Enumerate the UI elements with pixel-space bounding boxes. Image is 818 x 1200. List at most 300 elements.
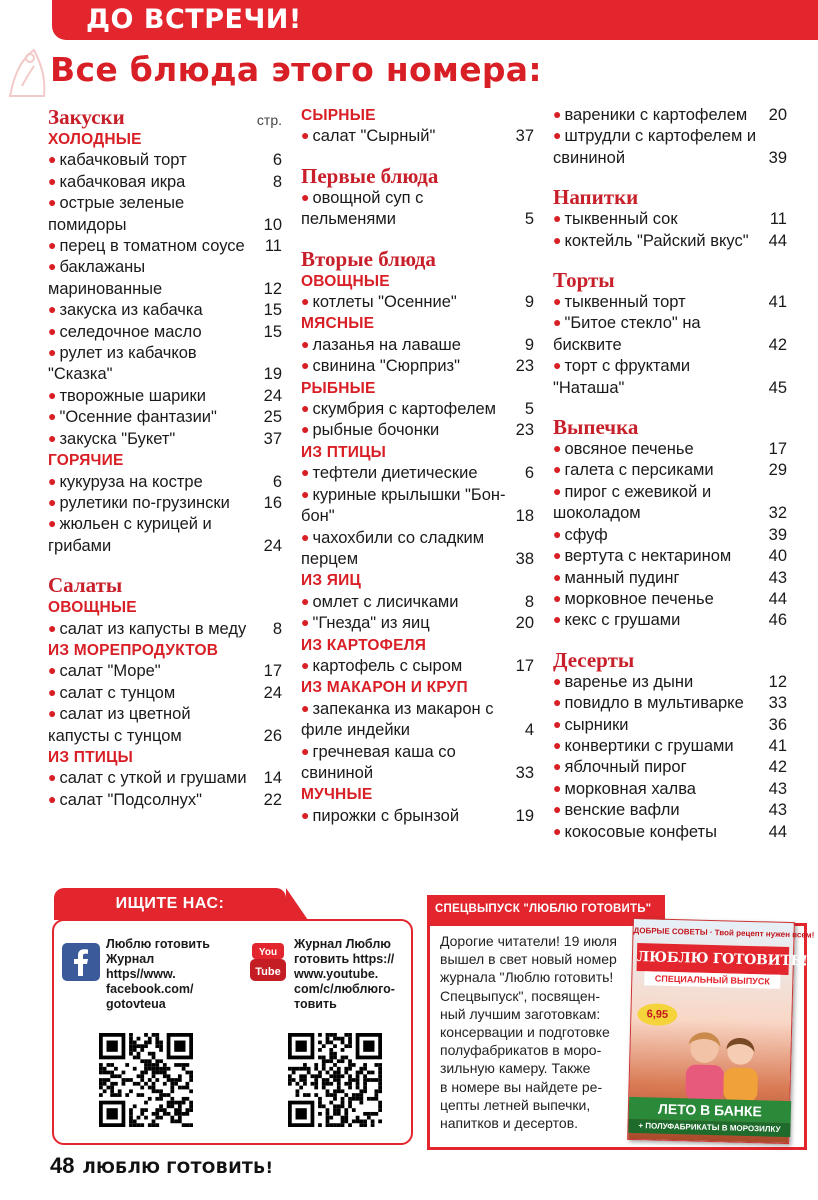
recipe-entry-text (48, 790, 282, 811)
recipe-page-number: 24 (263, 683, 282, 702)
section-title: Салаты (48, 573, 123, 598)
recipe-page-number: 14 (263, 769, 282, 788)
bullet-icon: ● (48, 172, 57, 189)
facebook-icon (62, 943, 100, 981)
recipe-entry (48, 386, 282, 407)
recipe-page-number: 41 (768, 293, 787, 312)
recipe-entry (301, 399, 534, 420)
bullet-icon: ● (301, 357, 310, 374)
recipe-page-number: 23 (515, 357, 534, 376)
facebook-link[interactable] (62, 937, 222, 1012)
recipe-name: торт с фруктами "Наташа" (553, 357, 691, 397)
recipe-name: тыквенный торт (564, 293, 686, 312)
recipe-entry-text (48, 193, 282, 236)
special-issue-cover[interactable] (627, 918, 815, 1144)
section-heading (553, 648, 787, 672)
bullet-icon: ● (553, 440, 562, 457)
subsection-title: ИЗ МОРЕПРОДУКТОВ (48, 641, 219, 659)
recipe-page-number: 40 (768, 547, 787, 566)
recipe-entry-text (301, 463, 534, 484)
recipe-entry (48, 768, 282, 789)
recipe-page-number: 6 (272, 151, 282, 170)
recipe-name: штрудли с картофелем и свининой (553, 127, 757, 167)
recipe-entry-text (553, 589, 787, 610)
bullet-icon: ● (301, 127, 310, 144)
cover-photo-icon (663, 1020, 775, 1103)
recipe-entry-text (553, 779, 787, 800)
recipe-name: повидло в мультиварке (564, 694, 744, 713)
recipe-entry (301, 485, 534, 528)
cover-subheadline: + ПОЛУФАБРИКАТЫ В МОРОЗИЛКУ (628, 1119, 790, 1137)
recipe-page-number: 11 (264, 237, 282, 256)
recipe-name: рулет из кабачков "Сказка" (48, 344, 197, 384)
subsection-title: РЫБНЫЕ (301, 379, 376, 397)
bullet-icon: ● (301, 421, 310, 438)
recipe-name: жюльен с курицей и грибами (48, 515, 212, 555)
contents-column-3 (553, 105, 787, 843)
section-heading (48, 573, 282, 597)
section-heading (301, 247, 534, 271)
special-issue-text: Дорогие читатели! 19 июля вышел в свет новый номер журнала "Люблю готовить! Спецвыпуск", посвящен- ный лучшим заготовкам: консервации и подготовке полуфабрикатов в моро- зильную камеру. Также в номере вы найдете ре- цепты летней выпечки, напитков и десертов. (440, 933, 618, 1132)
recipe-entry (48, 322, 282, 343)
recipe-entry (48, 343, 282, 386)
section-title: Напитки (553, 185, 639, 210)
recipe-name: вертута с нектарином (564, 547, 732, 566)
recipe-page-number: 32 (768, 504, 787, 523)
bullet-icon: ● (553, 736, 562, 753)
recipe-page-number: 42 (768, 758, 787, 777)
recipe-entry-text (48, 429, 282, 450)
recipe-page-number: 44 (768, 589, 787, 608)
recipe-page-number: 9 (524, 335, 534, 354)
recipe-entry-text (553, 482, 787, 525)
recipe-entry-text (48, 236, 282, 257)
recipe-entry-text (553, 672, 787, 693)
recipe-page-number: 20 (768, 106, 787, 124)
bullet-icon: ● (553, 694, 562, 711)
bullet-icon: ● (301, 293, 310, 310)
bullet-icon: ● (48, 619, 57, 636)
contents-column-2 (301, 105, 534, 827)
recipe-page-number: 23 (515, 421, 534, 440)
recipe-entry (301, 528, 534, 571)
bullet-icon: ● (48, 769, 57, 786)
youtube-icon (250, 943, 286, 981)
recipe-name: пирожки с брынзой (312, 806, 460, 825)
recipe-page-number: 8 (272, 619, 282, 638)
cover-logo: ЛЮБЛЮ ГОТОВИТЬ! (637, 943, 790, 975)
recipe-entry-text (301, 485, 534, 528)
recipe-name: рулетики по-грузински (59, 493, 230, 512)
recipe-page-number: 25 (263, 408, 282, 427)
recipe-entry (553, 439, 787, 460)
recipe-entry-text (553, 126, 787, 169)
recipe-page-number: 20 (515, 614, 534, 633)
recipe-name: рыбные бочонки (312, 421, 440, 440)
recipe-page-number: 5 (524, 210, 534, 229)
recipe-entry-text (553, 800, 787, 821)
recipe-name: котлеты "Осенние" (312, 293, 457, 312)
recipe-entry-text (553, 292, 787, 313)
recipe-name: коктейль "Райский вкус" (564, 231, 749, 250)
section-title: Десерты (553, 647, 635, 672)
recipe-page-number: 43 (768, 568, 787, 587)
recipe-entry (553, 292, 787, 313)
recipe-entry (48, 472, 282, 493)
bullet-icon: ● (301, 528, 310, 545)
recipe-page-number: 39 (768, 525, 787, 544)
bullet-icon: ● (48, 151, 57, 168)
recipe-name: куриные крылышки "Бон-бон" (301, 485, 506, 526)
recipe-entry-text (301, 613, 534, 634)
recipe-entry (301, 742, 534, 785)
recipe-name: картофель с сыром (312, 656, 463, 675)
bullet-icon: ● (553, 672, 562, 689)
section-heading (553, 415, 787, 439)
bullet-icon: ● (48, 683, 57, 700)
recipe-entry-text (553, 757, 787, 778)
recipe-entry-text (553, 822, 787, 843)
recipe-name: селедочное масло (59, 322, 202, 341)
recipe-name: сфуф (564, 525, 608, 544)
recipe-page-number: 15 (263, 301, 282, 320)
bullet-icon: ● (48, 472, 57, 489)
recipe-page-number: 24 (263, 536, 282, 555)
bullet-icon: ● (48, 790, 57, 807)
bullet-icon: ● (553, 127, 562, 144)
recipe-name: кабачковая икра (59, 172, 186, 191)
page-number: 48 (50, 1153, 75, 1178)
recipe-entry (553, 672, 787, 693)
cover-tagline: ДОБРЫЕ СОВЕТЫ · Твой рецепт нужен всем! (633, 925, 815, 940)
recipe-entry (301, 699, 534, 742)
bullet-icon: ● (301, 400, 310, 417)
recipe-name: морковная халва (564, 779, 696, 798)
recipe-entry-text (553, 105, 787, 126)
recipe-page-number: 6 (272, 472, 282, 491)
recipe-entry-text (48, 150, 282, 171)
recipe-name: творожные шарики (59, 386, 206, 405)
recipe-name: гречневая каша со свининой (301, 742, 456, 782)
section-heading (301, 164, 534, 188)
top-banner: ДО ВСТРЕЧИ! (52, 0, 818, 40)
recipe-page-number: 37 (515, 127, 534, 146)
bullet-icon: ● (553, 482, 562, 499)
recipe-entry (48, 172, 282, 193)
recipe-entry (48, 407, 282, 428)
page-column-label: стр. (256, 112, 282, 128)
bullet-icon: ● (553, 525, 562, 542)
section-heading (48, 105, 282, 129)
recipe-entry (553, 126, 787, 169)
bullet-icon: ● (48, 194, 57, 211)
bullet-icon: ● (48, 258, 57, 275)
recipe-name: закуска из кабачка (59, 301, 203, 320)
recipe-entry (553, 589, 787, 610)
bullet-icon: ● (553, 611, 562, 628)
recipe-name: тыквенный сок (564, 210, 678, 229)
recipe-entry (553, 460, 787, 481)
recipe-entry-text (48, 257, 282, 300)
bullet-icon: ● (301, 188, 310, 205)
recipe-entry-text (553, 356, 787, 399)
recipe-entry (48, 257, 282, 300)
recipe-page-number: 43 (768, 801, 787, 820)
recipe-page-number: 42 (768, 335, 787, 354)
recipe-entry-text (553, 460, 787, 481)
bullet-icon: ● (553, 779, 562, 796)
recipe-name: салат с уткой и грушами (59, 769, 247, 788)
youtube-qr-code[interactable] (288, 1033, 382, 1127)
recipe-page-number: 41 (768, 736, 787, 755)
bullet-icon: ● (553, 231, 562, 248)
recipe-entry (553, 105, 787, 126)
bullet-icon: ● (48, 237, 57, 254)
subsection-title: ИЗ ПТИЦЫ (48, 748, 134, 766)
recipe-entry (301, 420, 534, 441)
recipe-entry-text (301, 356, 534, 377)
recipe-entry-text (553, 568, 787, 589)
recipe-name: овощной суп с пельменями (301, 188, 424, 229)
recipe-entry (301, 292, 534, 313)
recipe-entry-text (48, 683, 282, 704)
bullet-icon: ● (553, 106, 562, 122)
recipe-entry (553, 568, 787, 589)
recipe-name: конвертики с грушами (564, 736, 734, 755)
recipe-page-number: 44 (768, 231, 787, 250)
recipe-name: пирог с ежевикой и шоколадом (553, 482, 712, 523)
cover-subtitle: СПЕЦИАЛЬНЫЙ ВЫПУСК (644, 971, 780, 989)
page-footer (50, 1153, 273, 1179)
recipe-name: кабачковый торт (59, 151, 187, 170)
recipe-page-number: 8 (524, 592, 534, 611)
bullet-icon: ● (553, 357, 562, 374)
recipe-entry-text (301, 656, 534, 677)
section-heading (553, 185, 787, 209)
youtube-text: Журнал Люблю готовить https:// www.youtube. com/c/люблюго- товить (294, 937, 395, 1011)
recipe-name: кукуруза на костре (59, 472, 203, 491)
recipe-entry (48, 300, 282, 321)
recipe-entry-text (48, 493, 282, 514)
recipe-name: тефтели диетические (312, 464, 478, 483)
recipe-page-number: 12 (263, 279, 282, 298)
recipe-entry-text (48, 407, 282, 428)
recipe-entry-text (301, 126, 534, 147)
recipe-entry (553, 482, 787, 525)
facebook-qr-code[interactable] (99, 1033, 193, 1127)
subsection-title: ИЗ МАКАРОН И КРУП (301, 679, 468, 697)
find-us-tab: ИЩИТЕ НАС: (54, 888, 286, 920)
recipe-page-number: 24 (263, 386, 282, 405)
recipe-entry (553, 546, 787, 567)
bullet-icon: ● (48, 408, 57, 425)
bullet-icon: ● (301, 656, 310, 673)
subsection-title: МУЧНЫЕ (301, 786, 373, 804)
bullet-icon: ● (301, 614, 310, 631)
recipe-entry (553, 693, 787, 714)
recipe-entry (553, 822, 787, 843)
recipe-page-number: 33 (515, 763, 534, 782)
subsection-title: ИЗ КАРТОФЕЛЯ (301, 636, 427, 654)
subsection-title: ХОЛОДНЫЕ (48, 131, 142, 148)
bullet-icon: ● (48, 515, 57, 532)
bullet-icon: ● (301, 699, 310, 716)
bullet-icon: ● (301, 335, 310, 352)
section-title: Вторые блюда (301, 246, 436, 271)
recipe-entry (553, 356, 787, 399)
recipe-entry-text (48, 300, 282, 321)
recipe-entry-text (48, 343, 282, 386)
recipe-name: салат с тунцом (59, 683, 176, 702)
bullet-icon: ● (553, 801, 562, 818)
bullet-icon: ● (48, 301, 57, 318)
recipe-entry (301, 356, 534, 377)
recipe-page-number: 43 (768, 779, 787, 798)
subsection-title: СЫРНЫЕ (301, 107, 376, 124)
recipe-page-number: 26 (263, 726, 282, 745)
section-title: Закуски (48, 105, 125, 129)
recipe-entry-text (553, 231, 787, 252)
recipe-entry-text (301, 420, 534, 441)
bullet-icon: ● (48, 344, 57, 361)
bullet-icon: ● (553, 210, 562, 227)
recipe-name: омлет с лисичками (312, 592, 459, 611)
recipe-entry-text (553, 209, 787, 230)
youtube-link[interactable] (250, 937, 410, 1012)
recipe-name: салат из цветной капусты с тунцом (48, 705, 191, 745)
recipe-page-number: 12 (768, 672, 787, 691)
bullet-icon: ● (553, 547, 562, 564)
recipe-page-number: 22 (263, 790, 282, 809)
subsection-title: ИЗ ПТИЦЫ (301, 443, 387, 461)
bullet-icon: ● (301, 806, 310, 823)
subsection-title: ОВОЩНЫЕ (301, 272, 390, 290)
recipe-name: салат "Море" (59, 662, 161, 681)
recipe-page-number: 9 (524, 293, 534, 312)
recipe-entry (553, 313, 787, 356)
recipe-name: галета с персиками (564, 461, 714, 480)
bullet-icon: ● (553, 461, 562, 478)
recipe-page-number: 16 (263, 493, 282, 512)
recipe-name: кекс с грушами (564, 611, 681, 630)
recipe-name: салат из капусты в меду (59, 619, 247, 638)
bullet-icon: ● (301, 485, 310, 502)
special-issue-header: СПЕЦВЫПУСК "ЛЮБЛЮ ГОТОВИТЬ" (427, 895, 665, 923)
recipe-page-number: 17 (515, 656, 534, 675)
recipe-name: салат "Подсолнух" (59, 790, 202, 809)
bullet-icon: ● (553, 293, 562, 310)
recipe-entry-text (48, 661, 282, 682)
recipe-entry (301, 463, 534, 484)
recipe-entry (553, 525, 787, 546)
recipe-entry-text (301, 528, 534, 571)
recipe-page-number: 19 (515, 806, 534, 825)
recipe-entry (48, 493, 282, 514)
bullet-icon: ● (301, 742, 310, 759)
magazine-name: ЛЮБЛЮ ГОТОВИТЬ! (82, 1158, 274, 1177)
recipe-name: перец в томатном соусе (59, 237, 245, 256)
recipe-entry-text (48, 768, 282, 789)
recipe-page-number: 36 (768, 715, 787, 734)
cover-price-badge: 6,95 (637, 1003, 678, 1026)
recipe-entry (553, 231, 787, 252)
recipe-entry-text (301, 592, 534, 613)
recipe-name: чахохбили со сладким перцем (301, 528, 485, 568)
recipe-entry-text (553, 439, 787, 460)
recipe-page-number: 4 (524, 721, 534, 740)
recipe-page-number: 38 (515, 549, 534, 568)
recipe-entry-text (553, 736, 787, 757)
recipe-page-number: 29 (768, 461, 787, 480)
recipe-page-number: 18 (515, 507, 534, 526)
recipe-page-number: 15 (263, 322, 282, 341)
recipe-name: "Битое стекло" на бисквите (553, 314, 701, 354)
recipe-name: лазанья на лаваше (312, 335, 461, 354)
recipe-entry (301, 613, 534, 634)
recipe-entry (301, 656, 534, 677)
section-title: Торты (553, 268, 615, 293)
bullet-icon: ● (48, 662, 57, 679)
recipe-name: закуска "Букет" (59, 429, 176, 448)
recipe-entry (48, 683, 282, 704)
recipe-entry (553, 715, 787, 736)
recipe-entry-text (301, 806, 534, 827)
recipe-page-number: 44 (768, 822, 787, 841)
recipe-name: запеканка из макарон с филе индейки (301, 699, 494, 740)
recipe-entry (48, 661, 282, 682)
recipe-entry-text (48, 386, 282, 407)
bullet-icon: ● (553, 715, 562, 732)
recipe-page-number: 8 (272, 172, 282, 191)
recipe-name: овсяное печенье (564, 440, 694, 459)
recipe-entry-text (301, 335, 534, 356)
recipe-page-number: 5 (524, 400, 534, 419)
recipe-entry-text (48, 704, 282, 747)
section-heading (553, 268, 787, 292)
section-title: Выпечка (553, 415, 639, 440)
recipe-entry (48, 193, 282, 236)
subsection-title: ГОРЯЧИЕ (48, 452, 124, 470)
recipe-name: скумбрия с картофелем (312, 400, 497, 419)
recipe-name: "Гнезда" из яиц (312, 614, 430, 633)
recipe-entry (48, 790, 282, 811)
recipe-page-number: 45 (768, 378, 787, 397)
contents-column-1 (48, 105, 282, 811)
recipe-entry-text (553, 610, 787, 631)
bullet-icon: ● (553, 822, 562, 839)
subsection-title: ИЗ ЯИЦ (301, 572, 361, 590)
recipe-entry-text (553, 525, 787, 546)
bullet-icon: ● (48, 493, 57, 510)
bullet-icon: ● (553, 758, 562, 775)
subsection-title: ОВОЩНЫЕ (48, 599, 137, 617)
recipe-entry-text (301, 699, 534, 742)
page-title: Все блюда этого номера: (50, 50, 542, 89)
recipe-page-number: 33 (768, 694, 787, 713)
recipe-name: острые зеленые помидоры (48, 194, 185, 234)
recipe-entry-text (553, 546, 787, 567)
svg-text:You: You (258, 947, 278, 958)
subsection-title: МЯСНЫЕ (301, 315, 375, 333)
recipe-page-number: 11 (769, 210, 787, 229)
recipe-entry (48, 150, 282, 171)
recipe-name: манный пудинг (564, 568, 680, 587)
recipe-name: "Осенние фантазии" (59, 408, 217, 427)
recipe-entry-text (48, 472, 282, 493)
recipe-entry (553, 800, 787, 821)
recipe-entry (301, 335, 534, 356)
recipe-entry (553, 779, 787, 800)
